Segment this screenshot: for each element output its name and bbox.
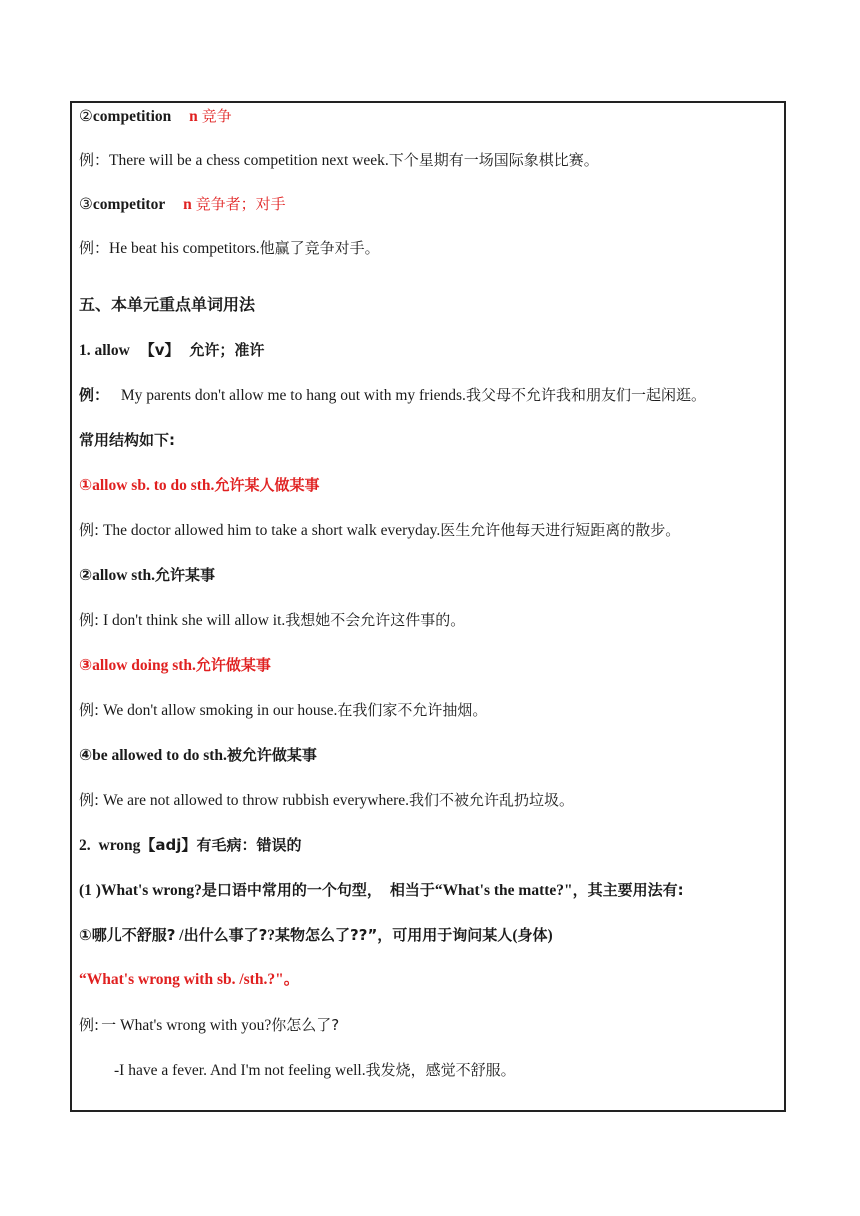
example-dialogue: -I have a fever. And I'm not feeling well.我发烧，感觉不舒服。 [114, 1061, 516, 1079]
pattern-highlight: “What's wrong with sb. /sth.?"。 [79, 971, 300, 988]
example-sentence: 例： My parents don't allow me to hang out with my friends.我父母不允许我和朋友们一起闲逛。 [79, 386, 706, 404]
structure-item: ④be allowed to do sth.被允许做某事 [79, 746, 317, 764]
example-sentence: 例：He beat his competitors.他赢了竞争对手。 [79, 239, 380, 257]
usage-description: (1 )What's wrong?是口语中常用的一个句型， 相当于“What's the matte?"，其主要用法有: [79, 881, 684, 899]
vocab-competitor: ③competitor n 竞争者；对手 [79, 195, 286, 213]
example-sentence: 例: The doctor allowed him to take a short walk everyday.医生允许他每天进行短距离的散步。 [79, 521, 681, 539]
vocab-pos: n [189, 108, 198, 125]
example-sentence: 例：There will be a chess competition next week.下个星期有一场国际象棋比赛。 [79, 151, 599, 169]
section-heading: 五、本单元重点单词用法 [79, 295, 256, 314]
vocab-word: competitor [92, 196, 166, 213]
structure-item: ①allow sb. to do sth.允许某人做某事 [79, 476, 320, 494]
word-heading-wrong: 2. wrong【adj】有毛病：错误的 [79, 836, 302, 854]
structure-item: ②allow sth.允许某事 [79, 566, 216, 584]
example-sentence: 例: I don't think she will allow it.我想她不会允许这件事的。 [79, 611, 466, 629]
usage-description: ①哪儿不舒服? /出什么事了??某物怎么了??”，可用用于询问某人(身体) [79, 926, 553, 944]
vocab-word: competition [92, 108, 172, 125]
vocab-competition: ②competition n 竞争 [79, 107, 232, 125]
structure-item: ③allow doing sth.允许做某事 [79, 656, 271, 674]
structures-heading: 常用结构如下: [79, 431, 175, 449]
example-dialogue: 例: 一 What's wrong with you?你怎么了? [79, 1016, 340, 1034]
vocab-pos: n [183, 196, 192, 213]
example-sentence: 例: We are not allowed to throw rubbish everywhere.我们不被允许乱扔垃圾。 [79, 791, 575, 809]
word-heading-allow: 1. allow 【v】 允许；准许 [79, 341, 265, 359]
vocab-meaning: 竞争者；对手 [195, 195, 286, 213]
example-sentence: 例: We don't allow smoking in our house.在我们家不允许抽烟。 [79, 701, 488, 719]
vocab-meaning: 竞争 [201, 107, 232, 125]
